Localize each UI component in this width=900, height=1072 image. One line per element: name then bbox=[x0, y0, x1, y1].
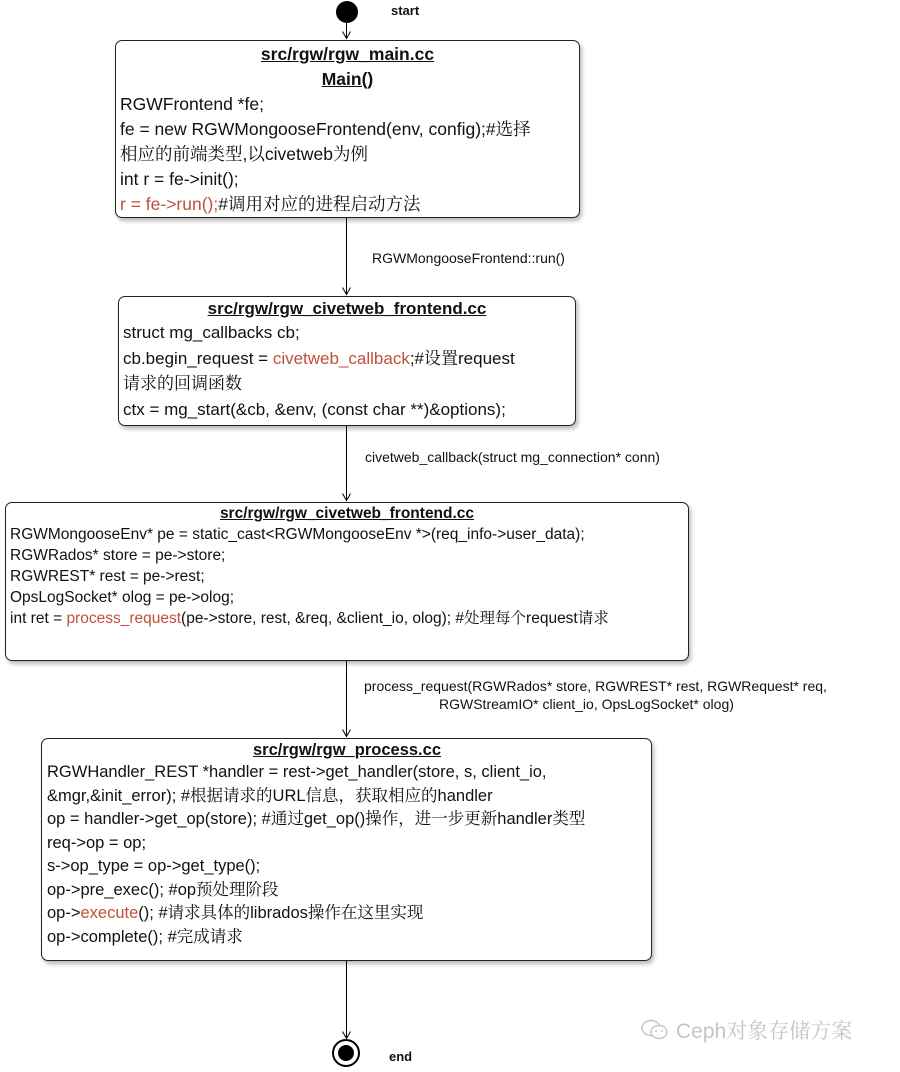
arrow-head-icon bbox=[342, 493, 350, 501]
code-line: &mgr,&init_error); #根据请求的URL信息，获取相应的handler bbox=[47, 786, 493, 805]
code-line: fe = new RGWMongooseFrontend(env, config);#选择 bbox=[120, 119, 531, 139]
end-node bbox=[332, 1039, 360, 1067]
watermark bbox=[640, 1015, 852, 1045]
start-node bbox=[336, 1, 358, 23]
highlighted-call: execute bbox=[80, 904, 139, 922]
box-title: src/rgw/rgw_civetweb_frontend.cc bbox=[219, 505, 475, 522]
highlighted-call: r = fe->run(); bbox=[120, 194, 219, 214]
code-line: RGWRados* store = pe->store; bbox=[10, 547, 226, 564]
box-subtitle: Main() bbox=[321, 69, 374, 89]
edge-label: RGWMongooseFrontend::run() bbox=[372, 250, 565, 266]
code-line: RGWMongooseEnv* pe = static_cast<RGWMongooseEnv *>(req_info->user_data); bbox=[10, 526, 585, 543]
code-line bbox=[120, 192, 575, 217]
code-line: 请求的回调函数 bbox=[123, 374, 242, 393]
box-title: src/rgw/rgw_process.cc bbox=[252, 741, 441, 759]
code-line: op = handler->get_op(store); #通过get_op()操作，进一步更新handler类型 bbox=[47, 810, 586, 828]
code-line: struct mg_callbacks cb; bbox=[123, 323, 300, 342]
code-line: op->complete(); #完成请求 bbox=[47, 927, 243, 946]
arrow-head-icon bbox=[342, 31, 350, 39]
edge-callback-to-process bbox=[346, 661, 347, 737]
watermark-text: Ceph对象存储方案 bbox=[676, 1020, 853, 1043]
code-line: RGWHandler_REST *handler = rest->get_handler(store, s, client_io, bbox=[47, 763, 547, 781]
code-comment: (pe->store, rest, &req, &client_io, olog); #处理每个request请求 bbox=[181, 610, 609, 627]
highlighted-call: civetweb_callback bbox=[272, 348, 410, 368]
code-comment: #调用对应的进程启动方法 bbox=[218, 194, 421, 214]
box-title: src/rgw/rgw_civetweb_frontend.cc bbox=[207, 299, 487, 318]
code-line: op->pre_exec(); #op预处理阶段 bbox=[47, 880, 279, 899]
edge-frontend-to-callback bbox=[346, 426, 347, 501]
box-title: src/rgw/rgw_main.cc bbox=[260, 44, 435, 64]
code-line: s->op_type = op->get_type(); bbox=[47, 857, 261, 875]
code-comment: ;#设置request bbox=[409, 348, 515, 368]
edge-process-to-end bbox=[346, 961, 347, 1038]
code-text: int ret = bbox=[10, 610, 67, 627]
box-rgw-process bbox=[41, 738, 652, 961]
end-label: end bbox=[389, 1049, 413, 1064]
code-line: int r = fe->init(); bbox=[120, 169, 239, 189]
code-line: ctx = mg_start(&cb, &env, (const char **)&options); bbox=[123, 399, 506, 419]
code-comment: (); #请求具体的librados操作在这里实现 bbox=[138, 904, 424, 922]
code-line bbox=[10, 608, 684, 629]
box-civetweb-frontend-start bbox=[118, 296, 576, 426]
box-rgw-main bbox=[115, 40, 580, 218]
code-line: RGWREST* rest = pe->rest; bbox=[10, 568, 205, 585]
code-line bbox=[123, 346, 571, 372]
arrow-head-icon bbox=[342, 287, 350, 295]
code-line bbox=[47, 902, 647, 926]
code-line: OpsLogSocket* olog = pe->olog; bbox=[10, 589, 235, 606]
code-text: op-> bbox=[47, 904, 81, 922]
wechat-icon bbox=[640, 1018, 670, 1042]
code-line: 相应的前端类型,以civetweb为例 bbox=[120, 144, 368, 164]
code-line: RGWFrontend *fe; bbox=[120, 94, 264, 114]
edge-label: RGWStreamIO* client_io, OpsLogSocket* olog) bbox=[439, 696, 734, 712]
edge-label: process_request(RGWRados* store, RGWREST* rest, RGWRequest* req, bbox=[364, 678, 827, 694]
box-civetweb-callback bbox=[5, 502, 689, 661]
edge-main-to-frontend bbox=[346, 218, 347, 295]
arrow-head-icon bbox=[342, 729, 350, 737]
code-line: req->op = op; bbox=[47, 833, 147, 852]
code-text: cb.begin_request = bbox=[123, 348, 273, 368]
start-label: start bbox=[391, 3, 420, 18]
edge-label: civetweb_callback(struct mg_connection* conn) bbox=[365, 449, 660, 465]
arrow-head-icon bbox=[342, 1031, 350, 1039]
highlighted-call: process_request bbox=[66, 610, 182, 627]
